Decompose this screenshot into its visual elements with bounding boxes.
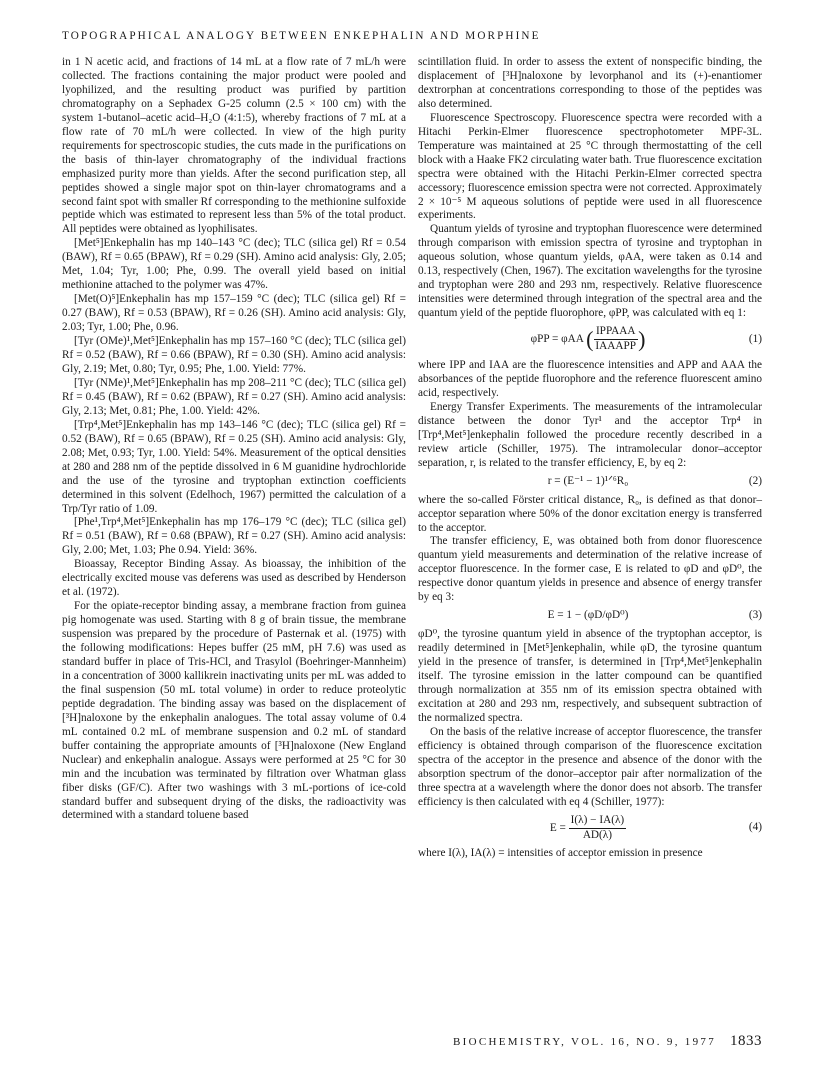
equation-1-denominator: IAAAPP xyxy=(595,340,637,353)
equation-1-lhs: φPP = φAA xyxy=(530,333,584,346)
equation-3 xyxy=(418,609,762,623)
paragraph: Fluorescence Spectroscopy. Fluorescence spectra were recorded with a Hitachi Perkin-Elmer fluorescence spectrophotometer MPF-3L. Temperature was maintained at 25 °C through thermostatting of the cell block with a Haake FK2 circulating water bath. True fluorescence excitation spectra were obtained with the Hitachi Perkin-Elmer corrected spectra accessory; fluorescence emission spectra were not corrected. Approximately 2 × 10⁻⁵ M aqueous solutions of peptide were used in all fluorescence experiments. xyxy=(418,111,762,222)
equation-4-lhs: E = xyxy=(549,821,566,834)
paragraph: On the basis of the relative increase of acceptor fluorescence, the transfer efficiency is obtained through comparison of the fluorescence excitation spectra of the acceptor in the presence and absence of the donor with the absorption spectrum of the donor–acceptor pair after normalization of the three spectra at a wavelength where the donor does not absorb. The transfer efficiency is then calculated with eq 4 (Schiller, 1977): xyxy=(418,725,762,808)
equation-1-number: (1) xyxy=(748,332,762,345)
equation-3-number: (3) xyxy=(748,609,762,622)
paragraph: in 1 N acetic acid, and fractions of 14 mL at a flow rate of 7 mL/h were collected. The fractions containing the major product were pooled and lyophilized, and the resulting product was purified by partition chromatography on a Sephadex G-25 column (2.5 × 100 cm) with the system 1-butanol–acetic acid–H₂O (4:1:5), whereby fractions of 7 mL at a flow rate of 70 mL/h were collected. In view of the high purity requirements for spectroscopic studies, the cuts made in the purifications on the basis of thin-layer chromatography of the individual fractions emphasized purity more than yields. After the second purification step, all peptides showed a single major spot on thin-layer chromatograms and a second faint spot with smaller Rf corresponding to the methionine sulfoxide peptide which was estimated to represent less than 5% of the total product. All peptides were obtained as lyophilisates. xyxy=(62,56,406,236)
equation-3-body: E = 1 − (φD/φD⁰) xyxy=(547,609,629,622)
equation-1: φPP = φAA ( $\frac{\text{IPPAAA}}{\text{IAAAPP}}$ ) (1) xyxy=(530,325,762,353)
paragraph: [Met⁵]Enkephalin has mp 140–143 °C (dec); TLC (silica gel) Rf = 0.54 (BAW), Rf = 0.65 (BPAW), Rf = 0.29 (SH). Amino acid analysis: Gly, 2.05; Met, 1.04; Tyr, 1.00; Phe, 0.99. The overall yield based on initial methionine attached to the polymer was 47%. xyxy=(62,237,406,292)
left-column xyxy=(62,56,406,823)
paragraph: where IPP and IAA are the fluorescence intensities and APP and AAA the absorbances of the peptide fluorophore and the reference fluorescent amino acid, respectively. xyxy=(418,359,762,399)
paragraph: [Tyr (NMe)¹,Met⁵]Enkephalin has mp 208–211 °C (dec); TLC (silica gel) Rf = 0.45 (BAW), Rf = 0.62 (BPAW), Rf = 0.27 (SH). Amino acid analysis: Gly, 2.13; Met, 0.81; Phe, 1.00. Yield: 42%. xyxy=(62,376,406,417)
equation-4 xyxy=(418,814,762,843)
paragraph: where the so-called Förster critical distance, R₀, is defined as that donor–acceptor separation where 50% of the donor excitation energy is transferred to the acceptor. xyxy=(418,493,762,534)
journal-citation: BIOCHEMISTRY, VOL. 16, NO. 9, 1977 xyxy=(453,1036,716,1048)
paragraph: [Tyr (OMe)¹,Met⁵]Enkephalin has mp 157–160 °C (dec); TLC (silica gel) Rf = 0.52 (BAW), Rf = 0.66 (BPAW), Rf = 0.30 (SH). Amino acid analysis: Gly, 2.19; Met, 0.80; Tyr, 0.95; Phe, 1.00. Yield: 77%. xyxy=(62,335,406,375)
paragraph: Bioassay, Receptor Binding Assay. As bioassay, the inhibition of the electrically excited mouse vas deferens was used as described by Henderson et al. (1972). xyxy=(62,558,406,599)
equation-2-body: r = (E⁻¹ − 1)¹ᐟ⁶R₀ xyxy=(547,474,629,487)
paragraph: [Trp⁴,Met⁵]Enkephalin has mp 143–146 °C (dec); TLC (silica gel) Rf = 0.52 (BAW), Rf = 0.65 (BPAW), Rf = 0.25 (SH). Amino acid analysis: Gly, 2.08; Met, 0.93; Tyr, 1.00. Yield: 54%. Measurement of the optical densities at 280 and 288 nm of the peptide dissolved in 6 M guanidine hydrochloride and the use of the tyrosine and tryptophan extinction coefficients determined in this solvent (Edelhoch, 1967) permitted the calculation of a Trp/Tyr ratio of 1.09. xyxy=(62,418,406,515)
paragraph: scintillation fluid. In order to assess the extent of nonspecific binding, the displacement of [³H]naloxone by levorphanol and its (+)-enantiomer dextrorphan at concentrations corresponding to those of the peptides was also determined. xyxy=(418,56,762,110)
paragraph: φD⁰, the tyrosine quantum yield in absence of the tryptophan acceptor, is readily determined in [Met⁵]enkephalin, while φD, the tyrosine quantum yield in the presence of transfer, is determined in [Trp⁴,Met⁵]enkephalin itself. The tyrosine emission in the latter compound can be quantified through normalization at 355 nm of its emission spectra obtained with excitation at 280 and 293 nm, respectively, and subsequent subtraction of the normalized spectra. xyxy=(418,628,762,724)
equation-4-number: (4) xyxy=(748,821,762,834)
equation-4-denominator: AD(λ) xyxy=(582,828,613,841)
paragraph: The transfer efficiency, E, was obtained both from donor fluorescence quantum yield measurements and determination of the relative increase of acceptor fluorescence. In the former case, E is related to φD and φD⁰, the respective donor quantum yields in presence and absence of energy transfer by eq 3: xyxy=(418,535,762,604)
equation-1-numerator: IPPAAA xyxy=(594,325,638,340)
paragraph: [Phe¹,Trp⁴,Met⁵]Enkephalin has mp 176–179 °C (dec); TLC (silica gel) Rf = 0.51 (BAW), Rf = 0.68 (BPAW), Rf = 0.27 (SH). Amino acid analysis: Gly, 2.00; Met, 1.03; Phe 0.94. Yield: 36%. xyxy=(62,516,406,557)
paragraph: [Met(O)⁵]Enkephalin has mp 157–159 °C (dec); TLC (silica gel) Rf = 0.27 (BAW), Rf = 0.53 (BPAW), Rf = 0.26 (SH). Amino acid analysis: Gly, 2.03; Tyr, 1.00; Phe, 0.96. xyxy=(62,293,406,334)
page-footer xyxy=(418,1032,762,1050)
paragraph: Energy Transfer Experiments. The measurements of the intramolecular distance between the donor Tyr¹ and the acceptor Trp⁴ in [Trp⁴,Met⁵]enkephalin followed the procedure recently described in a review article (Schiller, 1975). The intramolecular donor–acceptor separation, r, is related to the transfer efficiency, E, by eq 2: xyxy=(418,400,762,469)
paragraph: Quantum yields of tyrosine and tryptophan fluorescence were determined through comparison with emission spectra of tyrosine and tryptophan in aqueous solution, whose quantum yields, φAA, were taken as 0.14 and 0.13, respectively (Chen, 1967). The excitation wavelengths for the tyrosine and tryptophan were 280 and 293 nm, respectively. Relative fluorescence intensities were determined through integration of the spectral area and the quantum yield of the peptide fluorophore, φPP, was calculated with eq 1: xyxy=(418,223,762,320)
right-column xyxy=(418,56,762,861)
equation-4-numerator: I(λ) − IA(λ) xyxy=(569,814,626,829)
running-head: TOPOGRAPHICAL ANALOGY BETWEEN ENKEPHALIN AND MORPHINE xyxy=(62,30,541,42)
equation-2-number: (2) xyxy=(748,474,762,487)
equation-2 xyxy=(418,475,762,489)
page-number: 1833 xyxy=(730,1033,762,1049)
paragraph: where I(λ), IA(λ) = intensities of acceptor emission in presence xyxy=(418,847,703,860)
paragraph: For the opiate-receptor binding assay, a membrane fraction from guinea pig homogenate was used. Starting with 8 g of brain tissue, the membrane suspension was prepared by the procedure of Pasternak et al. (1975) with the following modifications: Hepes buffer (25 mM, pH 7.6) was used as standard buffer in place of Tris-HCl, and Trasylol (Boehringer-Mannheim) in a concentration of 3000 kallikrein inactivating units per mL was added to the final suspension (50 mL total volume) in order to reduce proteolytic peptide degradation. The binding assay was based on the displacement of [³H]naloxone by the enkephalin analogues. The total assay volume of 0.4 mL contained 0.2 mL of membrane suspension and 0.2 mL of standard buffer containing the appropriate amounts of [³H]naloxone (New England Nuclear) and enkephalin analogue. Assays were performed at 25 °C for 30 min and the incubation was terminated by filtration over Whatman glass fiber disks (GF/C). After two washings with 3 mL-portions of ice-cold standard buffer and subsequent drying of the disks, the radioactivity was determined with a standard toluene based xyxy=(62,600,406,822)
